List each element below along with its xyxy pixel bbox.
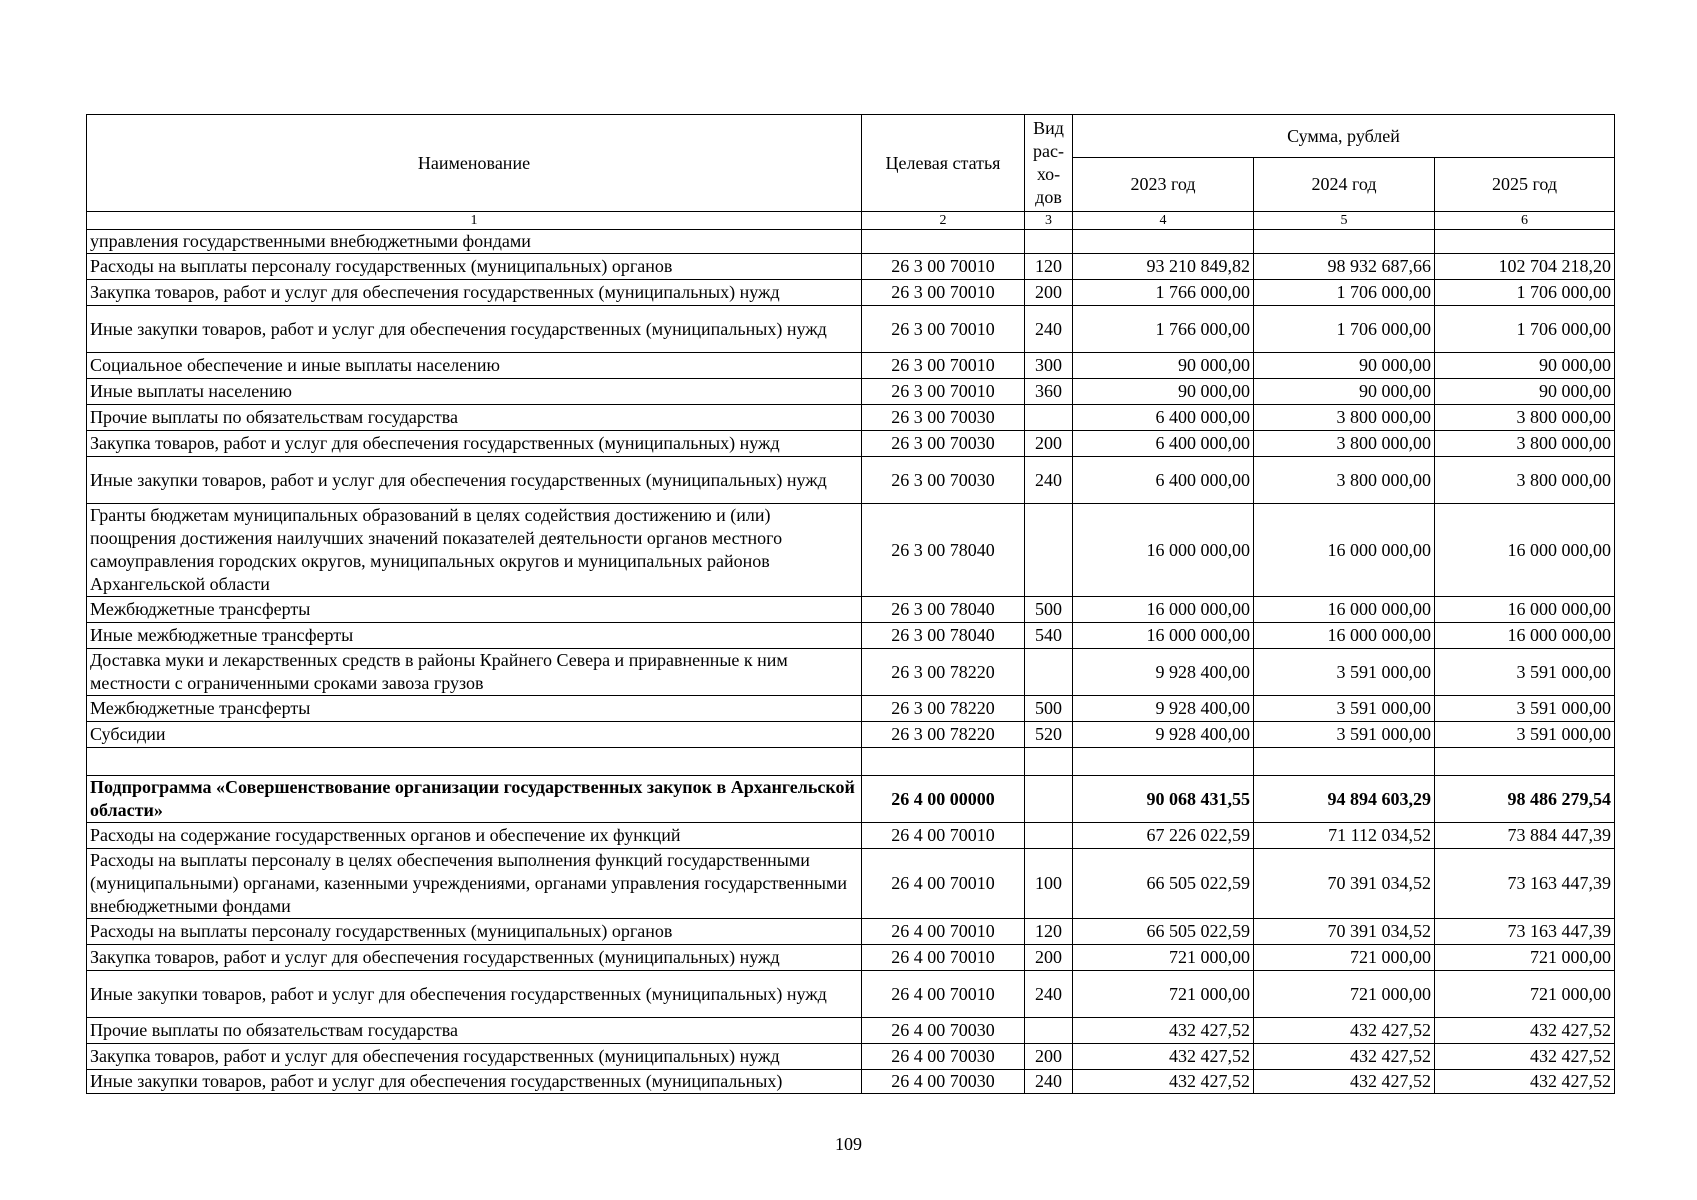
column-index-row <box>87 212 1615 230</box>
row-name-cell: Прочие выплаты по обязательствам государства <box>87 405 862 431</box>
row-amount-2024-cell: 16 000 000,00 <box>1254 597 1435 623</box>
row-amount-2024-cell: 432 427,52 <box>1254 1044 1435 1070</box>
row-expense-type-cell: 120 <box>1025 919 1073 945</box>
row-amount-2024-cell: 70 391 034,52 <box>1254 849 1435 919</box>
row-amount-2025-cell: 90 000,00 <box>1435 379 1615 405</box>
row-amount-2023-cell: 432 427,52 <box>1073 1070 1254 1094</box>
row-target-article-cell: 26 3 00 70030 <box>862 457 1025 504</box>
table-row <box>87 254 1615 280</box>
table-row <box>87 280 1615 306</box>
row-target-article-cell: 26 3 00 70010 <box>862 280 1025 306</box>
row-target-article-cell: 26 3 00 70030 <box>862 405 1025 431</box>
row-amount-2025-cell: 16 000 000,00 <box>1435 623 1615 649</box>
column-index: 4 <box>1073 212 1254 230</box>
table-row <box>87 722 1615 748</box>
table-row <box>87 379 1615 405</box>
row-name-cell: Иные закупки товаров, работ и услуг для обеспечения государственных (муниципальных) нужд <box>87 306 862 353</box>
header-year-2023: 2023 год <box>1073 158 1254 212</box>
row-name-cell: Закупка товаров, работ и услуг для обеспечения государственных (муниципальных) нужд <box>87 1044 862 1070</box>
row-name-cell: управления государственными внебюджетными фондами <box>87 230 862 254</box>
row-amount-2024-cell: 16 000 000,00 <box>1254 504 1435 597</box>
row-name-cell: Закупка товаров, работ и услуг для обеспечения государственных (муниципальных) нужд <box>87 945 862 971</box>
row-target-article-cell: 26 4 00 70030 <box>862 1044 1025 1070</box>
row-amount-2023-cell: 16 000 000,00 <box>1073 504 1254 597</box>
column-index: 1 <box>87 212 862 230</box>
row-expense-type-cell: 520 <box>1025 722 1073 748</box>
row-amount-2025-cell: 73 163 447,39 <box>1435 849 1615 919</box>
table-row <box>87 1018 1615 1044</box>
header-target-article: Целевая статья <box>862 115 1025 212</box>
row-amount-2025-cell <box>1435 748 1615 776</box>
row-amount-2024-cell: 70 391 034,52 <box>1254 919 1435 945</box>
row-expense-type-cell: 240 <box>1025 306 1073 353</box>
table-row <box>87 431 1615 457</box>
row-name-cell: Прочие выплаты по обязательствам государства <box>87 1018 862 1044</box>
row-name-cell: Субсидии <box>87 722 862 748</box>
row-expense-type-cell: 240 <box>1025 1070 1073 1094</box>
row-amount-2024-cell: 90 000,00 <box>1254 353 1435 379</box>
row-target-article-cell: 26 3 00 78220 <box>862 649 1025 696</box>
row-target-article-cell: 26 3 00 78040 <box>862 597 1025 623</box>
row-name-cell: Иные выплаты населению <box>87 379 862 405</box>
row-target-article-cell: 26 3 00 70030 <box>862 431 1025 457</box>
table-row <box>87 849 1615 919</box>
table-row <box>87 776 1615 823</box>
row-expense-type-cell: 240 <box>1025 971 1073 1018</box>
row-amount-2025-cell: 1 706 000,00 <box>1435 280 1615 306</box>
row-amount-2024-cell: 432 427,52 <box>1254 1070 1435 1094</box>
row-amount-2023-cell: 9 928 400,00 <box>1073 696 1254 722</box>
row-amount-2025-cell: 16 000 000,00 <box>1435 504 1615 597</box>
row-amount-2024-cell: 94 894 603,29 <box>1254 776 1435 823</box>
row-target-article-cell: 26 4 00 70010 <box>862 971 1025 1018</box>
column-index: 2 <box>862 212 1025 230</box>
row-expense-type-cell <box>1025 504 1073 597</box>
row-name-cell: Расходы на содержание государственных органов и обеспечение их функций <box>87 823 862 849</box>
page-number: 109 <box>835 1134 862 1154</box>
header-sum: Сумма, рублей <box>1073 115 1615 158</box>
header-name: Наименование <box>87 115 862 212</box>
row-target-article-cell: 26 3 00 78040 <box>862 504 1025 597</box>
row-amount-2025-cell: 102 704 218,20 <box>1435 254 1615 280</box>
row-expense-type-cell: 360 <box>1025 379 1073 405</box>
row-target-article-cell: 26 3 00 78040 <box>862 623 1025 649</box>
row-amount-2023-cell: 432 427,52 <box>1073 1044 1254 1070</box>
row-name-cell: Межбюджетные трансферты <box>87 597 862 623</box>
row-target-article-cell: 26 4 00 70010 <box>862 823 1025 849</box>
row-expense-type-cell <box>1025 823 1073 849</box>
row-amount-2025-cell: 3 800 000,00 <box>1435 457 1615 504</box>
row-amount-2023-cell: 66 505 022,59 <box>1073 849 1254 919</box>
row-target-article-cell: 26 4 00 70010 <box>862 849 1025 919</box>
row-expense-type-cell: 500 <box>1025 597 1073 623</box>
row-amount-2023-cell: 67 226 022,59 <box>1073 823 1254 849</box>
row-name-cell: Расходы на выплаты персоналу в целях обеспечения выполнения функций государственными (муниципальными) органами, казенными учреждениями, органами управления государственными внебюджетными фондами <box>87 849 862 919</box>
table-row <box>87 696 1615 722</box>
row-expense-type-cell <box>1025 649 1073 696</box>
row-amount-2023-cell: 66 505 022,59 <box>1073 919 1254 945</box>
row-amount-2025-cell: 1 706 000,00 <box>1435 306 1615 353</box>
row-target-article-cell: 26 4 00 70030 <box>862 1018 1025 1044</box>
row-amount-2024-cell: 3 800 000,00 <box>1254 431 1435 457</box>
row-amount-2025-cell: 16 000 000,00 <box>1435 597 1615 623</box>
row-expense-type-cell <box>1025 748 1073 776</box>
table-row <box>87 306 1615 353</box>
row-expense-type-cell: 300 <box>1025 353 1073 379</box>
row-amount-2023-cell: 721 000,00 <box>1073 971 1254 1018</box>
table-row <box>87 1044 1615 1070</box>
row-amount-2023-cell: 90 000,00 <box>1073 353 1254 379</box>
row-amount-2025-cell: 432 427,52 <box>1435 1044 1615 1070</box>
row-amount-2025-cell: 3 591 000,00 <box>1435 696 1615 722</box>
row-amount-2023-cell: 16 000 000,00 <box>1073 623 1254 649</box>
row-amount-2025-cell: 3 800 000,00 <box>1435 405 1615 431</box>
table-row <box>87 504 1615 597</box>
row-amount-2025-cell: 3 591 000,00 <box>1435 722 1615 748</box>
row-name-cell: Иные межбюджетные трансферты <box>87 623 862 649</box>
row-amount-2024-cell <box>1254 230 1435 254</box>
row-amount-2023-cell: 93 210 849,82 <box>1073 254 1254 280</box>
row-expense-type-cell: 500 <box>1025 696 1073 722</box>
row-amount-2025-cell: 73 884 447,39 <box>1435 823 1615 849</box>
row-amount-2024-cell: 1 706 000,00 <box>1254 280 1435 306</box>
table-row <box>87 597 1615 623</box>
row-target-article-cell: 26 4 00 70030 <box>862 1070 1025 1094</box>
row-amount-2025-cell: 721 000,00 <box>1435 945 1615 971</box>
column-index: 3 <box>1025 212 1073 230</box>
row-amount-2025-cell: 3 800 000,00 <box>1435 431 1615 457</box>
header-year-2024: 2024 год <box>1254 158 1435 212</box>
table-row <box>87 971 1615 1018</box>
row-amount-2024-cell: 16 000 000,00 <box>1254 623 1435 649</box>
row-amount-2023-cell: 432 427,52 <box>1073 1018 1254 1044</box>
row-target-article-cell: 26 3 00 70010 <box>862 306 1025 353</box>
row-expense-type-cell <box>1025 1018 1073 1044</box>
row-amount-2024-cell: 432 427,52 <box>1254 1018 1435 1044</box>
row-name-cell: Подпрограмма «Совершенствование организации государственных закупок в Архангельской области» <box>87 776 862 823</box>
row-expense-type-cell <box>1025 405 1073 431</box>
row-amount-2024-cell: 3 591 000,00 <box>1254 649 1435 696</box>
row-name-cell: Иные закупки товаров, работ и услуг для обеспечения государственных (муниципальных) <box>87 1070 862 1094</box>
row-amount-2023-cell: 90 068 431,55 <box>1073 776 1254 823</box>
header-year-2025: 2025 год <box>1435 158 1615 212</box>
row-expense-type-cell: 540 <box>1025 623 1073 649</box>
row-amount-2025-cell: 432 427,52 <box>1435 1070 1615 1094</box>
table-row <box>87 748 1615 776</box>
row-target-article-cell: 26 3 00 78220 <box>862 722 1025 748</box>
row-name-cell: Гранты бюджетам муниципальных образований в целях содействия достижению и (или) поощрения достижения наилучших значений показателей деятельности органов местного самоуправления городских округов, муниципальных округов и муниципальных районов Архангельской области <box>87 504 862 597</box>
row-amount-2024-cell: 3 591 000,00 <box>1254 696 1435 722</box>
row-expense-type-cell: 100 <box>1025 849 1073 919</box>
table-row <box>87 353 1615 379</box>
row-amount-2024-cell: 3 800 000,00 <box>1254 457 1435 504</box>
row-amount-2025-cell: 721 000,00 <box>1435 971 1615 1018</box>
row-name-cell: Расходы на выплаты персоналу государственных (муниципальных) органов <box>87 254 862 280</box>
row-expense-type-cell: 200 <box>1025 945 1073 971</box>
row-target-article-cell: 26 4 00 00000 <box>862 776 1025 823</box>
row-amount-2024-cell: 98 932 687,66 <box>1254 254 1435 280</box>
row-amount-2024-cell <box>1254 748 1435 776</box>
row-expense-type-cell <box>1025 776 1073 823</box>
row-expense-type-cell: 120 <box>1025 254 1073 280</box>
row-amount-2023-cell: 16 000 000,00 <box>1073 597 1254 623</box>
table-body <box>87 230 1615 1094</box>
row-amount-2025-cell: 90 000,00 <box>1435 353 1615 379</box>
column-index: 5 <box>1254 212 1435 230</box>
row-amount-2023-cell: 6 400 000,00 <box>1073 431 1254 457</box>
row-target-article-cell <box>862 230 1025 254</box>
table-row <box>87 823 1615 849</box>
row-name-cell: Иные закупки товаров, работ и услуг для обеспечения государственных (муниципальных) нужд <box>87 971 862 1018</box>
row-amount-2025-cell: 432 427,52 <box>1435 1018 1615 1044</box>
row-expense-type-cell: 200 <box>1025 280 1073 306</box>
row-name-cell <box>87 748 862 776</box>
row-expense-type-cell: 240 <box>1025 457 1073 504</box>
row-amount-2023-cell: 6 400 000,00 <box>1073 405 1254 431</box>
row-amount-2024-cell: 721 000,00 <box>1254 945 1435 971</box>
table-row <box>87 405 1615 431</box>
row-amount-2023-cell: 9 928 400,00 <box>1073 722 1254 748</box>
row-amount-2024-cell: 71 112 034,52 <box>1254 823 1435 849</box>
row-amount-2023-cell: 9 928 400,00 <box>1073 649 1254 696</box>
row-expense-type-cell: 200 <box>1025 431 1073 457</box>
row-amount-2023-cell: 1 766 000,00 <box>1073 280 1254 306</box>
row-amount-2024-cell: 3 591 000,00 <box>1254 722 1435 748</box>
row-target-article-cell: 26 4 00 70010 <box>862 919 1025 945</box>
row-amount-2025-cell: 73 163 447,39 <box>1435 919 1615 945</box>
row-target-article-cell: 26 4 00 70010 <box>862 945 1025 971</box>
table-row <box>87 649 1615 696</box>
row-expense-type-cell <box>1025 230 1073 254</box>
row-amount-2024-cell: 721 000,00 <box>1254 971 1435 1018</box>
row-expense-type-cell: 200 <box>1025 1044 1073 1070</box>
row-amount-2025-cell: 3 591 000,00 <box>1435 649 1615 696</box>
row-name-cell: Расходы на выплаты персоналу государственных (муниципальных) органов <box>87 919 862 945</box>
table-row <box>87 623 1615 649</box>
row-target-article-cell: 26 3 00 70010 <box>862 379 1025 405</box>
header-expense-type: Вид рас-хо-дов <box>1025 115 1073 212</box>
row-target-article-cell: 26 3 00 70010 <box>862 353 1025 379</box>
row-name-cell: Социальное обеспечение и иные выплаты населению <box>87 353 862 379</box>
table-row <box>87 1070 1615 1094</box>
row-name-cell: Иные закупки товаров, работ и услуг для обеспечения государственных (муниципальных) нужд <box>87 457 862 504</box>
row-name-cell: Доставка муки и лекарственных средств в районы Крайнего Севера и приравненные к ним местности с ограниченными сроками завоза грузов <box>87 649 862 696</box>
row-amount-2024-cell: 90 000,00 <box>1254 379 1435 405</box>
row-target-article-cell: 26 3 00 78220 <box>862 696 1025 722</box>
row-amount-2023-cell: 6 400 000,00 <box>1073 457 1254 504</box>
row-amount-2023-cell: 1 766 000,00 <box>1073 306 1254 353</box>
row-name-cell: Закупка товаров, работ и услуг для обеспечения государственных (муниципальных) нужд <box>87 280 862 306</box>
row-amount-2023-cell: 721 000,00 <box>1073 945 1254 971</box>
row-amount-2025-cell: 98 486 279,54 <box>1435 776 1615 823</box>
row-amount-2024-cell: 1 706 000,00 <box>1254 306 1435 353</box>
table-row <box>87 919 1615 945</box>
row-amount-2023-cell <box>1073 230 1254 254</box>
row-name-cell: Закупка товаров, работ и услуг для обеспечения государственных (муниципальных) нужд <box>87 431 862 457</box>
row-target-article-cell: 26 3 00 70010 <box>862 254 1025 280</box>
budget-table-sheet <box>86 114 1614 1094</box>
budget-table <box>86 114 1615 1094</box>
row-amount-2023-cell <box>1073 748 1254 776</box>
row-name-cell: Межбюджетные трансферты <box>87 696 862 722</box>
row-target-article-cell <box>862 748 1025 776</box>
table-row <box>87 945 1615 971</box>
row-amount-2024-cell: 3 800 000,00 <box>1254 405 1435 431</box>
table-row <box>87 457 1615 504</box>
table-row <box>87 230 1615 254</box>
table-header <box>87 115 1615 230</box>
column-index: 6 <box>1435 212 1615 230</box>
row-amount-2023-cell: 90 000,00 <box>1073 379 1254 405</box>
row-amount-2025-cell <box>1435 230 1615 254</box>
